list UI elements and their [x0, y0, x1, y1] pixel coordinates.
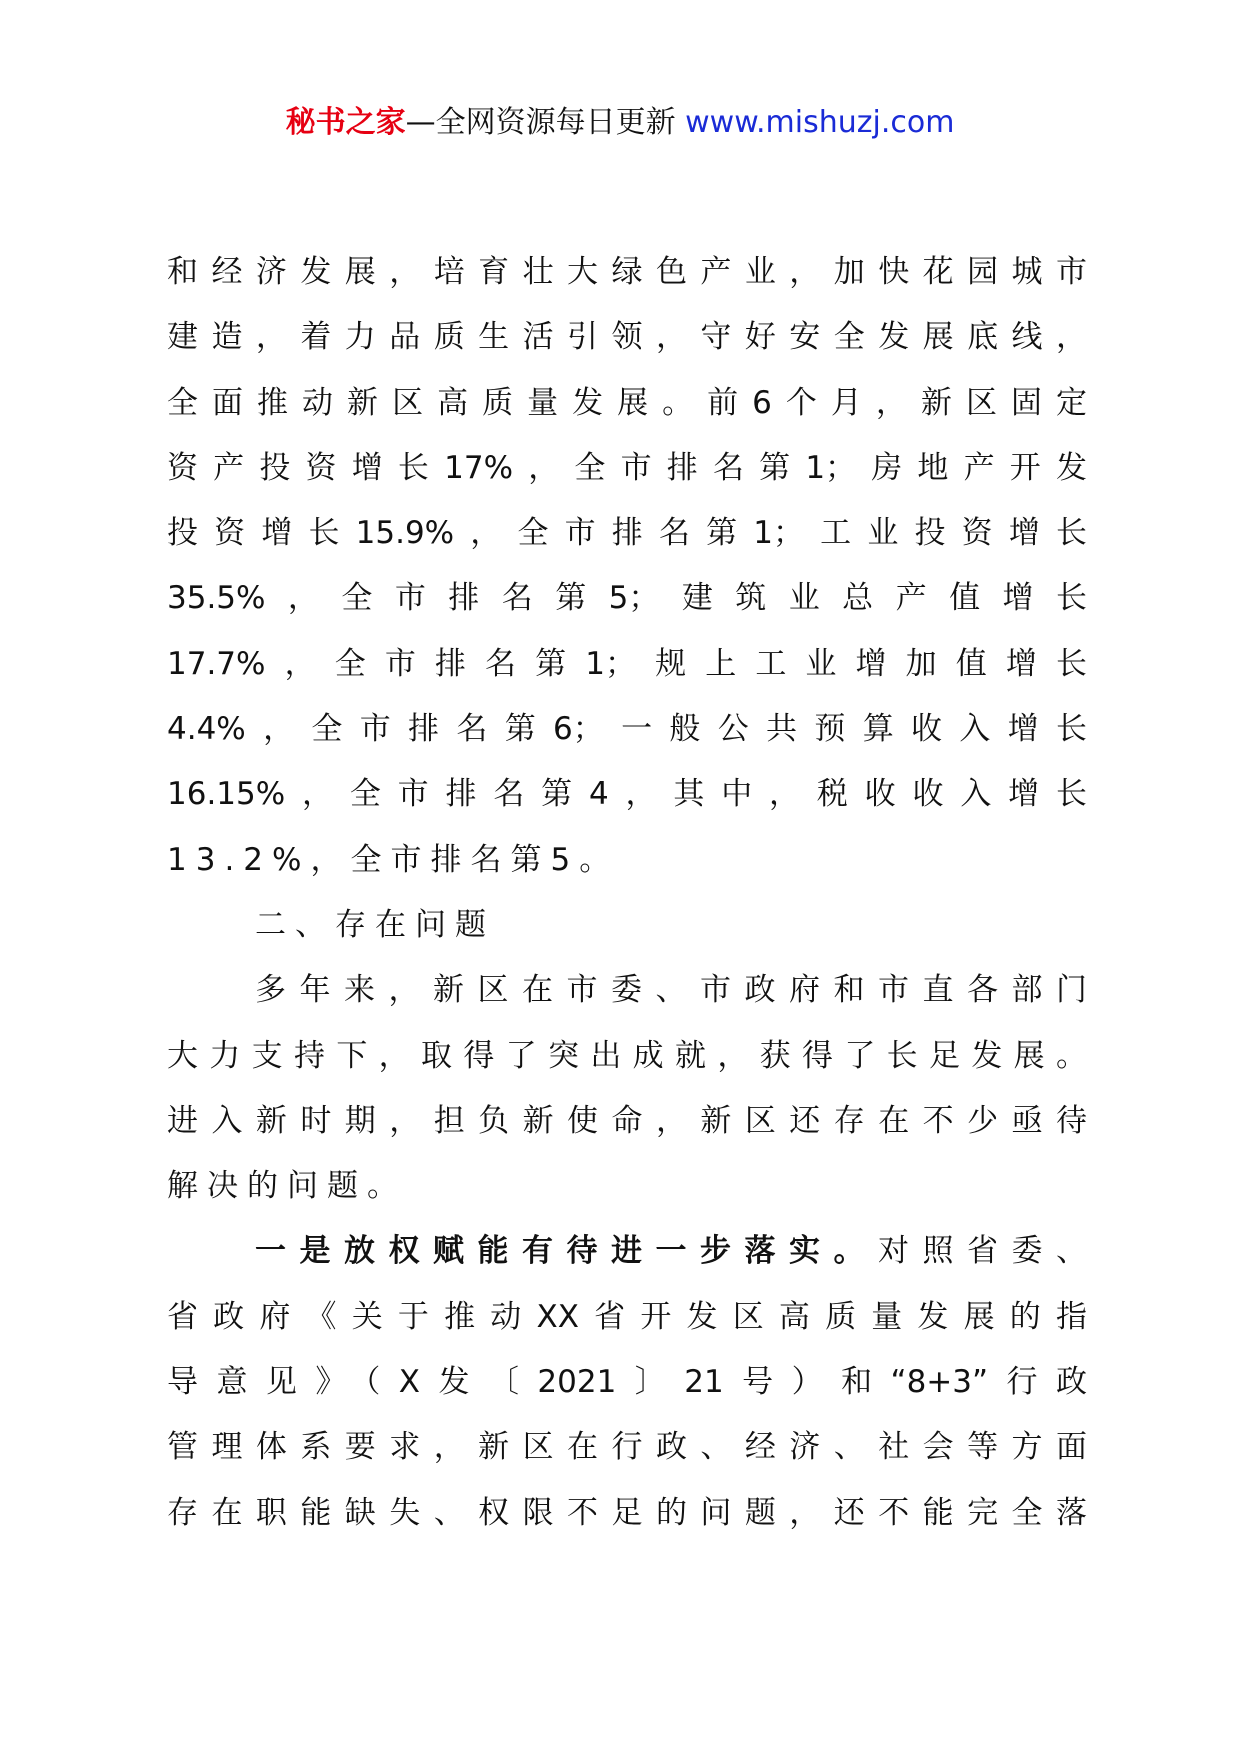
- body-line: 和经济发展，培育壮大绿色产业，加快花园城市: [167, 254, 1087, 290]
- body-line: 16.15%，全市排名第4，其中，税收收入增长: [167, 776, 1087, 813]
- body-line: 全面推动新区高质量发展。前6个月，新区固定: [167, 384, 1087, 421]
- point-one-line: [167, 1219, 1087, 1284]
- site-url-link[interactable]: www.mishuzj.com: [685, 105, 955, 140]
- page-header: [0, 100, 1240, 146]
- body-line: 4.4%，全市排名第6；一般公共预算收入增长: [167, 711, 1087, 748]
- body-line: 17.7%，全市排名第1；规上工业增加值增长: [167, 645, 1087, 682]
- brand-name: 秘书之家: [285, 105, 406, 140]
- body-line: 解决的问题。: [167, 1168, 407, 1205]
- body-line: 导意见》（X发〔2021〕21号）和“8+3”行政: [167, 1364, 1087, 1401]
- body-line: 存在职能缺失、权限不足的问题，还不能完全落: [167, 1494, 1087, 1531]
- section-heading: 二、存在问题: [255, 906, 495, 943]
- body-line: 进入新时期，担负新使命，新区还存在不少亟待: [167, 1102, 1087, 1139]
- body-line: 资产投资增长17%，全市排名第1；房地产开发: [167, 449, 1087, 486]
- point-one-heading: 一是放权赋能有待进一步落实。: [255, 1233, 878, 1270]
- body-line: 投资增长15.9%，全市排名第1；工业投资增长: [167, 515, 1087, 552]
- point-one-text: 对照省委、: [878, 1233, 1087, 1270]
- body-line: 大力支持下，取得了突出成就，获得了长足发展。: [167, 1037, 1087, 1074]
- body-line: 多年来，新区在市委、市政府和市直各部门: [255, 972, 1087, 1009]
- body-line: 建造，着力品质生活引领，守好安全发展底线，: [167, 319, 1087, 356]
- header-tagline: —全网资源每日更新: [405, 105, 686, 140]
- document-body: [167, 240, 1087, 1546]
- body-line: 管理体系要求，新区在行政、经济、社会等方面: [167, 1429, 1087, 1466]
- body-line: 13.2%，全市排名第5。: [167, 841, 620, 878]
- body-line: 35.5%，全市排名第5；建筑业总产值增长: [167, 580, 1087, 617]
- body-line: 省政府《关于推动XX省开发区高质量发展的指: [167, 1298, 1087, 1335]
